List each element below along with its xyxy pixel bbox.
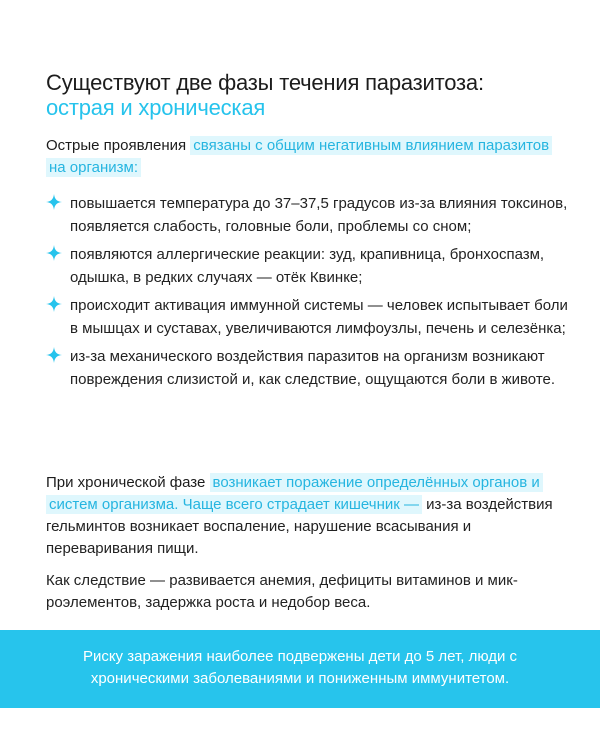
banner-text: Риску заражения наиболее подвержены дети до 5 лет, люди с хроническими заболеваниями и пониженным иммунитетом.: [82, 648, 518, 687]
list-item-text: происходит активация иммунной системы — человек испытывает боли в мышцах и суставах, увеличиваются лимфоузлы, печень и селезёнка;: [70, 297, 568, 337]
page-title: [46, 70, 566, 120]
four-point-star-icon: [46, 245, 62, 261]
title-line-1: Существуют две фазы течения паразитоза:: [46, 70, 484, 95]
four-point-star-icon: [46, 296, 62, 312]
list-item: [46, 345, 571, 391]
list-item: [46, 294, 571, 340]
symptom-list: [46, 192, 571, 396]
title-line-2: острая и хроническая: [46, 95, 266, 120]
intro-highlight: связаны с общим негативным влиянием паразитов на организм:: [46, 136, 552, 177]
list-item: [46, 243, 571, 289]
consequence-paragraph: Как следствие — развивается анемия, дефициты витаминов и микроэлементов, задержка роста и недобор веса.: [46, 572, 518, 611]
intro-paragraph: [46, 135, 566, 179]
four-point-star-icon: [46, 347, 62, 363]
chronic-paragraph: [46, 472, 566, 560]
list-item-text: появляются аллергические реакции: зуд, крапивница, бронхоспазм, одышка, в редких случаях — отёк Квинке;: [70, 246, 545, 286]
chronic-rest: из-за воздействия гельминтов возникает воспаление, нарушение всасывания и переваривания пищи.: [46, 496, 553, 557]
chronic-lead: При хронической фазе: [46, 474, 206, 491]
list-item: [46, 192, 571, 238]
info-banner: [0, 630, 600, 708]
list-item-text: из-за механического воздействия паразитов на организм возникают повреждения слизистой и, как следствие, ощущаются боли в животе.: [70, 348, 556, 388]
chronic-highlight: возникает поражение определённых органов и систем организма. Чаще всего страдает кишечник —: [46, 473, 543, 514]
four-point-star-icon: [46, 194, 62, 210]
list-item-text: повышается температура до 37–37,5 градусов из-за влияния токсинов, появляется слабость, головные боли, проблемы со сном;: [70, 195, 568, 235]
intro-lead: Острые проявления: [46, 137, 187, 154]
